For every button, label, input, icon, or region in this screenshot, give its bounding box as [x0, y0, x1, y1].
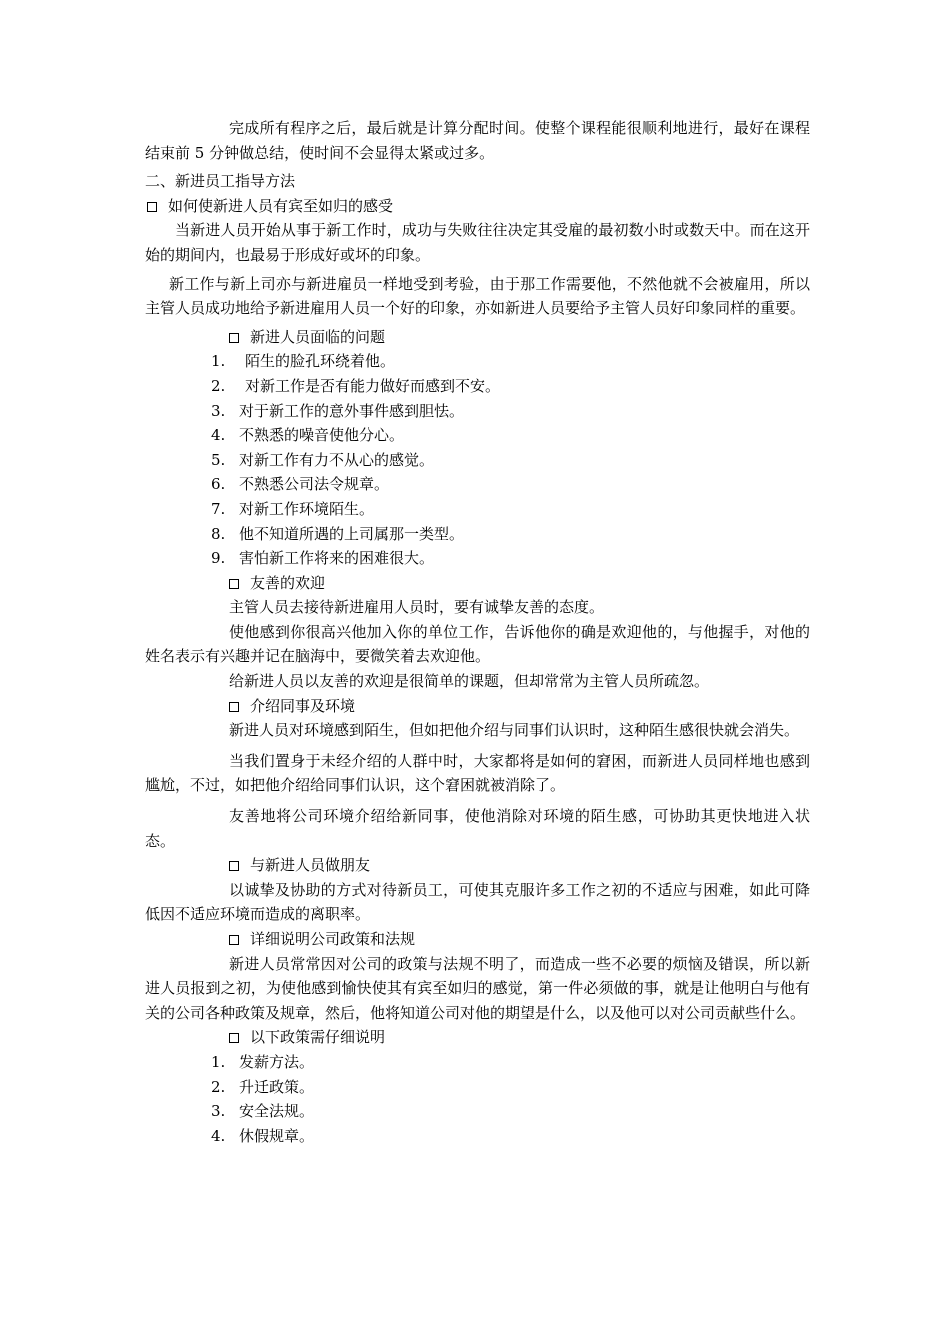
subheading-friendly: [145, 571, 810, 596]
list-item: 4. 不熟悉的噪音使他分心。: [211, 426, 405, 445]
list-item: 2. 对新工作是否有能力做好而感到不安。: [211, 376, 501, 395]
checkbox-icon: [229, 702, 239, 712]
subheading-policies-list-text: 以下政策需仔细说明: [250, 1028, 386, 1047]
intro-paragraph: 完成所有程序之后，最后就是计算分配时间。使整个课程能很顺利地进行，最好在课程结束前 5 分钟做总结，使时间不会显得太紧或过多。: [145, 119, 810, 162]
subheading-policy: [145, 927, 810, 952]
checkbox-icon: [229, 1033, 239, 1043]
list-item: 3. 对于新工作的意外事件感到胆怯。: [211, 401, 465, 420]
subheading-problems-text: 新进人员面临的问题: [250, 327, 386, 346]
paragraph-new-boss: 新工作与新上司亦与新进雇员一样地受到考验，由于那工作需要他，不然他就不会被雇用，所以主管人员成功地给予新进雇用人员一个好的印象，亦如新进人员要给予主管人员好印象同样的重要。: [145, 274, 810, 318]
section-heading: 二、新进员工指导方法: [145, 172, 296, 191]
paragraph-introduce-2: 当我们置身于未经介绍的人群中时，大家都将是如何的窘困，而新进人员同样地也感到尴尬，不过，如把他介绍给同事们认识，这个窘困就被消除了。: [145, 751, 810, 795]
subheading-welcome: [145, 194, 810, 219]
list-item: 4. 休假规章。: [211, 1126, 315, 1145]
subheading-problems: [145, 325, 810, 350]
subheading-befriend-text: 与新进人员做朋友: [250, 856, 371, 875]
subheading-policies-list: [145, 1025, 810, 1050]
list-item: 3. 安全法规。: [211, 1102, 315, 1121]
paragraph-befriend: 以诚挚及协助的方式对待新员工，可使其克服许多工作之初的不适应与困难，如此可降低因不适应环境而造成的离职率。: [145, 880, 810, 924]
list-item: 6. 不熟悉公司法令规章。: [211, 475, 390, 494]
checkbox-icon: [147, 202, 157, 212]
checkbox-icon: [229, 333, 239, 343]
subheading-introduce: [145, 694, 810, 719]
checkbox-icon: [229, 579, 239, 589]
checkbox-icon: [229, 935, 239, 945]
subheading-befriend: [145, 853, 810, 878]
list-item: 5. 对新工作有力不从心的感觉。: [211, 450, 435, 469]
subheading-introduce-text: 介绍同事及环境: [250, 696, 356, 715]
list-item: 1. 发薪方法。: [211, 1052, 315, 1071]
list-item: 9. 害怕新工作将来的困难很大。: [211, 549, 435, 568]
subheading-welcome-text: 如何使新进人员有宾至如归的感受: [168, 196, 394, 215]
paragraph-policy: 新进人员常常因对公司的政策与法规不明了，而造成一些不必要的烦恼及错误，所以新进人员报到之初，为使他感到愉快使其有宾至如归的感觉，第一件必须做的事，就是让他明白与他有关的公司各种政策及规章，然后，他将知道公司对他的期望是什么，以及他可以对公司贡献些什么。: [145, 954, 810, 1022]
list-item: 7. 对新工作环境陌生。: [211, 499, 375, 518]
paragraph-friendly-3: 给新进人员以友善的欢迎是很简单的课题，但却常常为主管人员所疏忽。: [229, 672, 710, 691]
list-item: 8. 他不知道所遇的上司属那一类型。: [211, 524, 465, 543]
paragraph-first-impression: 当新进人员开始从事于新工作时，成功与失败往往决定其受雇的最初数小时或数天中。而在这开始的期间内，也最易于形成好或坏的印象。: [145, 221, 810, 264]
document-page: [145, 116, 810, 1148]
paragraph-friendly-1: 主管人员去接待新进雇用人员时，要有诚挚友善的态度。: [229, 598, 605, 617]
problems-list: [145, 349, 810, 570]
paragraph-friendly-2: 使他感到你很高兴他加入你的单位工作，告诉他你的确是欢迎他的，与他握手，对他的姓名表示有兴趣并记在脑海中，要微笑着去欢迎他。: [145, 622, 810, 666]
list-item: 2. 升迁政策。: [211, 1077, 315, 1096]
policies-list: [145, 1050, 810, 1148]
subheading-policy-text: 详细说明公司政策和法规: [250, 930, 416, 948]
paragraph-introduce-1: 新进人员对环境感到陌生，但如把他介绍与同事们认识时，这种陌生感很快就会消失。: [229, 721, 800, 740]
checkbox-icon: [229, 861, 239, 871]
subheading-friendly-text: 友善的欢迎: [250, 573, 326, 592]
list-item: 1. 陌生的脸孔环绕着他。: [211, 352, 396, 371]
paragraph-introduce-3: 友善地将公司环境介绍给新同事，使他消除对环境的陌生感，可协助其更快地进入状态。: [145, 807, 810, 850]
